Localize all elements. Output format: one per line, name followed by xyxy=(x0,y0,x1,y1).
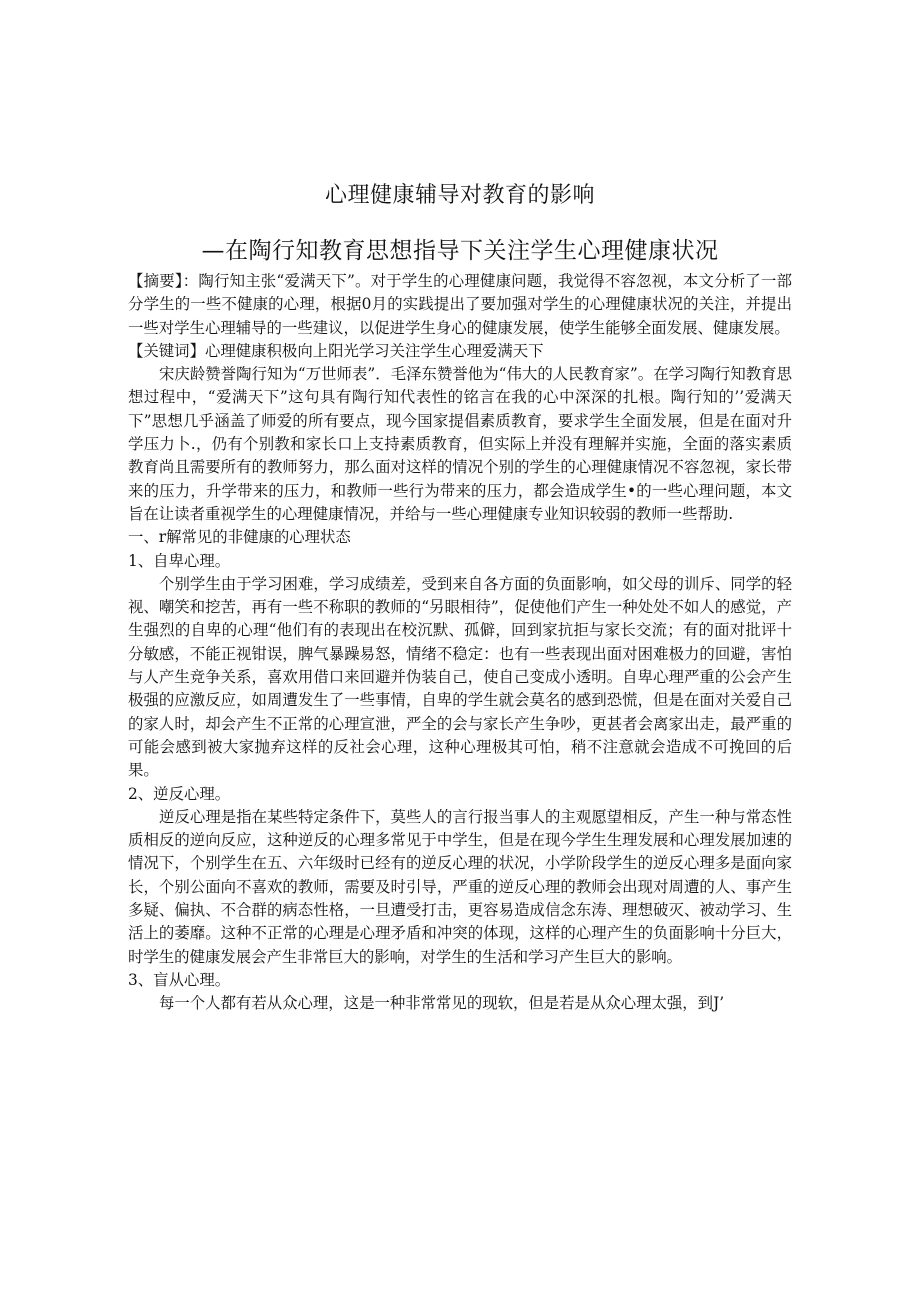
keywords-paragraph xyxy=(128,340,792,363)
item-paragraph-3: 每一个人都有若从众心理，这是一种非常常见的现软，但是若是从众心理太强，到J’ xyxy=(159,994,725,1013)
abstract-text: ：陶行知主张“爱满天下”。对于学生的心理健康问题，我觉得不容忽视，本文分析了一部分学生的一些不健康的心理，根据0月的实践提出了要加强对学生的心理健康状况的关注，并提出一些对学生心理辅导的一些建议，以促进学生身心的健康发展，使学生能够全面发展、健康发展。 xyxy=(128,272,792,337)
keywords-text: 心理健康积极向上阳光学习关注学生心理爱满天下 xyxy=(204,341,544,360)
item-paragraph-2: 逆反心理是指在某些特定条件下，莫些人的言行报当事人的主观愿望相反，产生一种与常态性质相反的逆向反应，这种逆反的心理多常见于中学生，但是在现今学生生理发展和心理发展加速的情况下，个别学生在五、六年级时已经有的逆反心理的状况，小学阶段学生的逆反心理多是面向家长，个别公面向不喜欢的教师，需要及时引导，严重的逆反心理的教师会出现对周遭的人、事产生多疑、偏执、不合群的病态性格，一旦遭受打击，更容易造成信念东涛、理想破灭、被动学习、生活上的萎靡。这种不正常的心理是心理矛盾和冲突的体现，这样的心理产生的负面影响十分巨大，时学生的健康发展会产生非常巨大的影响，对学生的生活和学习产生巨大的影响。 xyxy=(128,807,792,966)
abstract-paragraph xyxy=(128,270,792,340)
document-body xyxy=(128,270,792,1016)
item-heading-3: 3、盲从心理。 xyxy=(128,970,231,989)
document-subtitle: —在陶行知教育思想指导下关注学生心理健康状况 xyxy=(201,238,719,264)
document-title: 心理健康辅导对教育的影响 xyxy=(324,183,595,208)
keywords-tag: 【关键词】 xyxy=(128,341,205,360)
item-heading-1: 1、自卑心理。 xyxy=(128,551,231,570)
item-paragraph-1: 个别学生由于学习困难，学习成绩差，受到来自各方面的负面影响，如父母的训斥、同学的轻视、嘲笑和挖苦，再有一些不称职的教师的“另眼相待”，促使他们产生一种处处不如人的感觉，产生强烈的自卑的心理“他们有的表现出在校沉默、孤僻，回到家抗拒与家长交流；有的面对批评十分敏感，不能正视钳误，脾气暴躁易怒，情绪不稳定：也有一些表现出面对困难极力的回避，害怕与人产生竞争关系，喜欢用借口来回避并伪装自己，使自己变成小透明。自卑心理严重的公会产生极强的应激反应，如周遭发生了一些事情，自卑的学生就会莫名的感到恐慌，但是在面对关爱自己的家人时，却会产生不正常的心理宣泄，严全的会与家长产生争吵，更甚者会离家出走，最严重的可能会感到被大家抛弃这样的反社会心理，这种心理极其可怕，稍不注意就会造成不可挽回的后果。 xyxy=(128,574,792,780)
abstract-tag: 【摘要】 xyxy=(128,272,183,290)
section-heading-1: 一、r解常见的非健康的心理状态 xyxy=(128,528,351,547)
intro-paragraph: 宋庆龄赞誉陶行知为“万世师表”．毛泽东赞誉他为“伟大的人民教育家”。在学习陶行知教育思想过程中，“爱满天下”这句具有陶行知代表性的铭言在我的心中深深的扎根。陶行知的’’爱满天下”思想几乎涵盖了师爱的所有要点，现今国家提倡素质教育，要求学生全面发展，但是在面对升学压力卜.，仍有个别教和家长口上支持素质教育，但实际上并没有理解并实施，全面的落实素质教育尚且需要所有的教师努力，那么面对这样的情况个别的学生的心理健康情况不容忽视，家长带来的压力，升学带来的压力，和教师一些行为带来的压力，都会造成学生•的一些心理问题，本文旨在让读者重视学生的心理健康情况，并给与一些心理健康专业知识较弱的教师一些帮助. xyxy=(128,365,792,523)
item-heading-2: 2、逆反心理。 xyxy=(128,784,231,803)
